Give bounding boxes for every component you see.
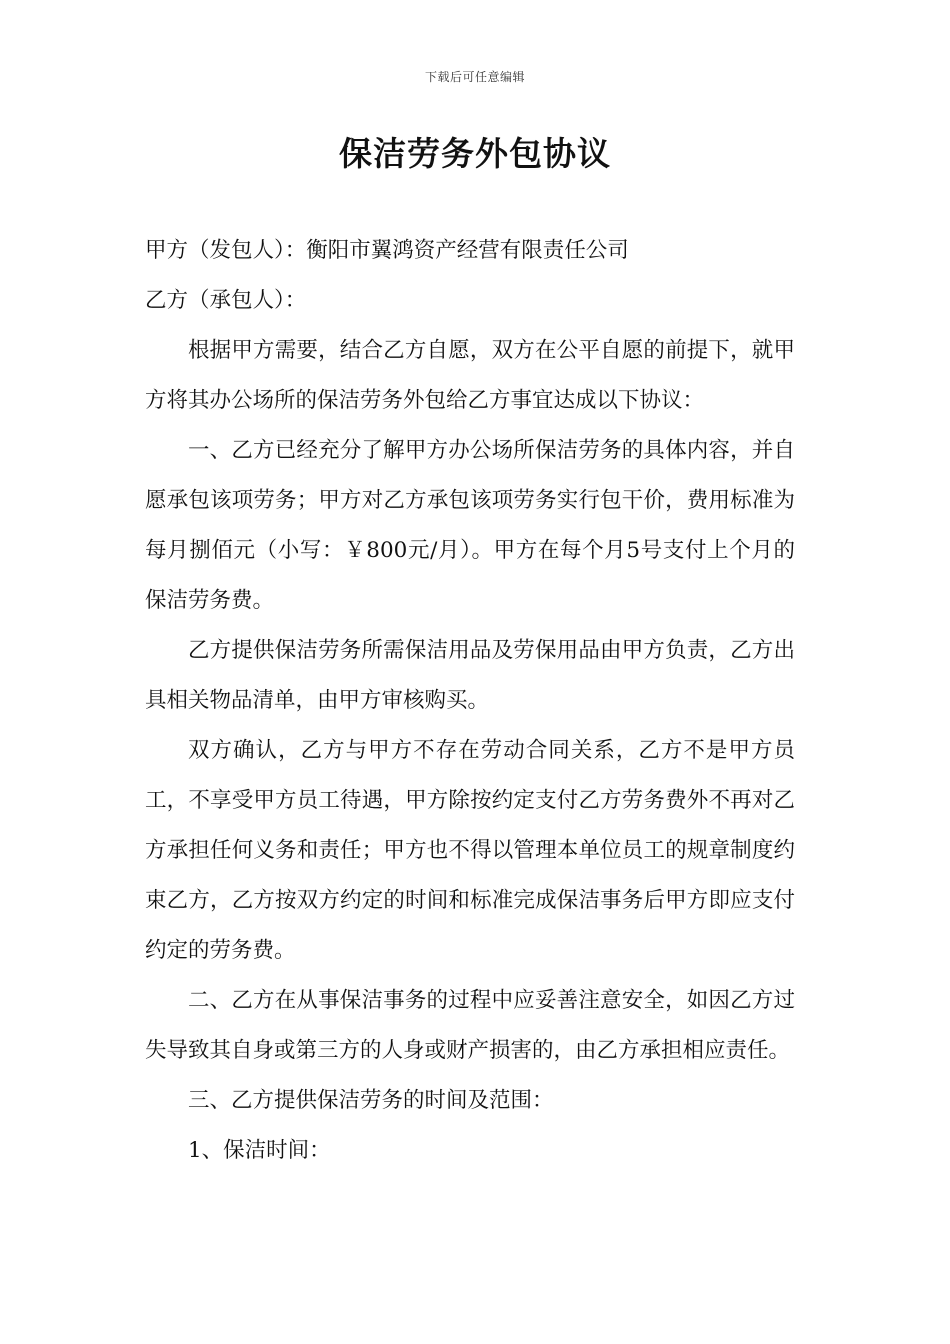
header-note: 下载后可任意编辑: [424, 70, 525, 84]
clause-3-heading: 三、乙方提供保洁劳务的时间及范围：: [188, 1088, 554, 1113]
relationship-paragraph: 双方确认，乙方与甲方不存在劳动合同关系，乙方不是甲方员工，不享受甲方员工待遇，甲方除按约定支付乙方劳务费外不再对乙方承担任何义务和责任；甲方也不得以管理本单位员工的规章制度约束乙方，乙方按双方约定的时间和标准完成保洁事务后甲方即应支付约定的劳务费。: [145, 738, 795, 963]
party-b-line: 乙方（承包人）：: [145, 288, 307, 313]
document-title: 保洁劳务外包协议: [339, 134, 611, 173]
clause-1-paragraph: 一、乙方已经充分了解甲方办公场所保洁劳务的具体内容，并自愿承包该项劳务；甲方对乙方承包该项劳务实行包干价，费用标准为每月捌佰元（小写：￥800元/月）。甲方在每个月5号支付上个月的保洁劳务费。: [145, 438, 795, 613]
preamble-paragraph: 根据甲方需要，结合乙方自愿，双方在公平自愿的前提下，就甲方将其办公场所的保洁劳务外包给乙方事宜达成以下协议：: [145, 338, 795, 413]
clause-2-paragraph: 二、乙方在从事保洁事务的过程中应妥善注意安全，如因乙方过失导致其自身或第三方的人身或财产损害的，由乙方承担相应责任。: [145, 988, 795, 1063]
supplies-paragraph: 乙方提供保洁劳务所需保洁用品及劳保用品由甲方负责，乙方出具相关物品清单，由甲方审核购买。: [145, 638, 795, 713]
party-a-line: 甲方（发包人）：衡阳市翼鸿资产经营有限责任公司: [145, 238, 629, 263]
document-body: [145, 226, 795, 1176]
cleaning-time-heading: 1、保洁时间：: [188, 1138, 331, 1163]
